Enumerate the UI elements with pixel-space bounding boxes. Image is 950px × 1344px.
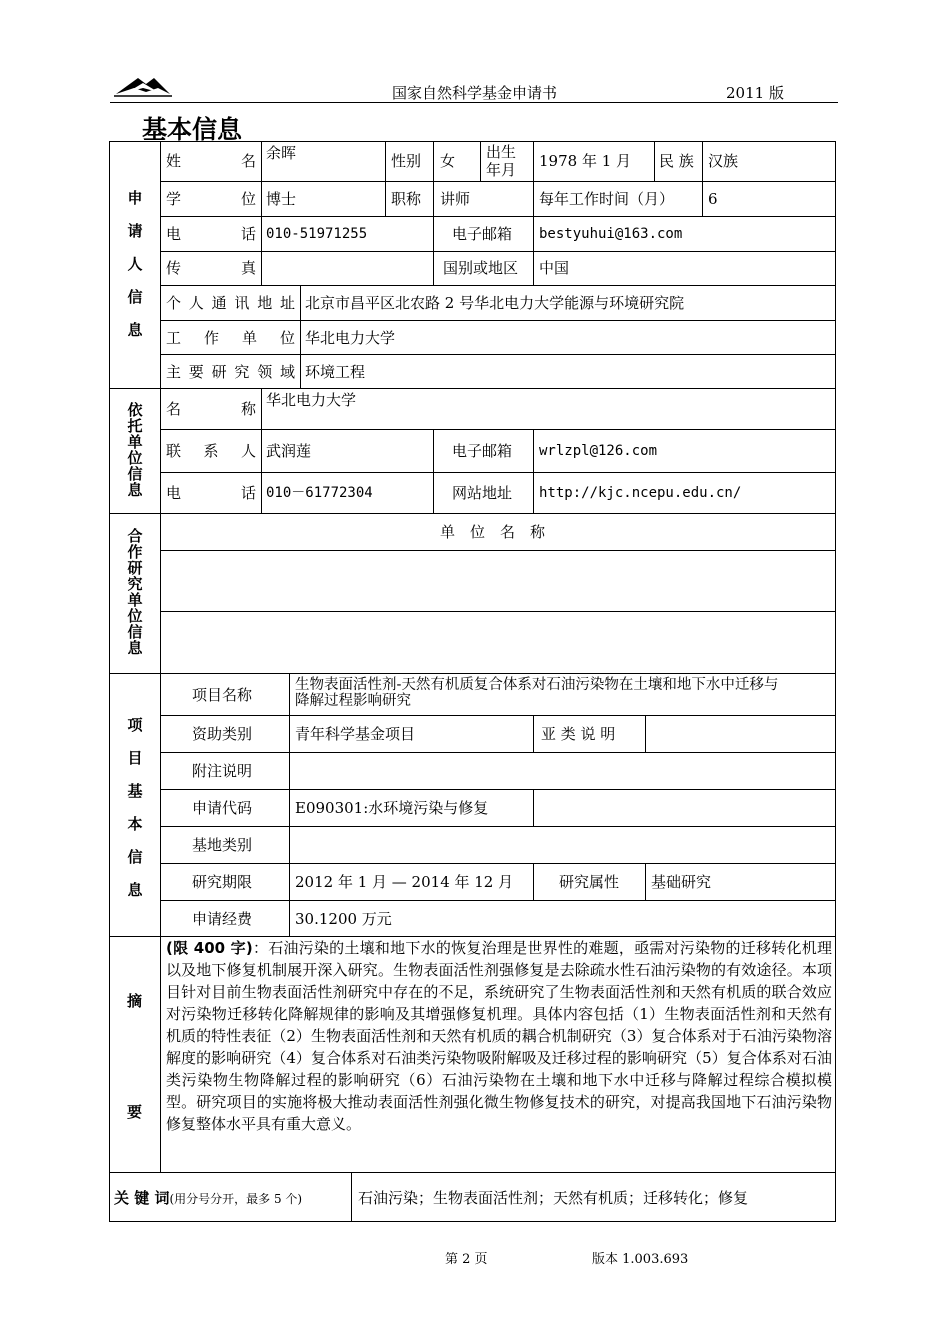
page-header: [110, 78, 838, 103]
field-value: 环境工程: [305, 363, 366, 381]
page-number: 第 2 页: [445, 1252, 488, 1267]
version-number: 版本 1.003.693: [592, 1252, 689, 1267]
title-label: 职称: [391, 190, 422, 208]
project-section-label: 项 目 基 本 信 息: [127, 716, 143, 899]
phone-label: 电 话: [166, 225, 256, 243]
ethnicity-label: 民 族: [659, 152, 694, 170]
fax-label: 传 真: [166, 259, 256, 277]
website-value: http://kjc.ncepu.edu.cn/: [539, 485, 742, 501]
subtype-label: 亚 类 说 明: [541, 725, 616, 743]
degree-value: 博士: [266, 190, 297, 208]
birth-value: 1978 年 1 月: [539, 152, 632, 170]
project-name-label: 项目名称: [192, 686, 253, 704]
section-title: 基本信息: [142, 115, 243, 144]
code-label: 申请代码: [192, 799, 253, 817]
keywords-value: 石油污染；生物表面活性剂；天然有机质；迁移转化；修复: [358, 1189, 749, 1207]
host-email-label: 电子邮箱: [452, 442, 513, 460]
name-label: 姓 名: [166, 152, 256, 170]
host-name-label: 名 称: [166, 400, 256, 418]
project-name: 生物表面活性剂-天然有机质复合体系对石油污染物在土壤和地下水中迁移与 降解过程影响研究: [295, 677, 779, 709]
applicant-section-label: 申 请 人 信 息: [127, 189, 143, 339]
period-value: 2012 年 1 月 — 2014 年 12 月: [295, 873, 514, 891]
gender-label: 性别: [391, 152, 422, 170]
employer-label: 工 作 单 位: [166, 329, 295, 347]
abstract-section-label-2: 要: [127, 1103, 143, 1121]
attribute-label: 研究属性: [559, 873, 620, 891]
country-value: 中国: [539, 259, 570, 277]
address-label: 个 人 通 讯 地 址: [166, 294, 295, 312]
coop-unit-name-header: 单 位 名 称: [440, 523, 546, 541]
keywords-label: 关 键 词(用分号分开，最多 5 个): [114, 1189, 303, 1207]
email-label: 电子邮箱: [452, 225, 513, 243]
website-label: 网站地址: [452, 484, 513, 502]
field-label: 主 要 研 究 领 域: [166, 363, 295, 381]
employer-value: 华北电力大学: [305, 329, 396, 347]
budget-value: 30.1200 万元: [295, 910, 392, 928]
budget-label: 申请经费: [192, 910, 253, 928]
title-value: 讲师: [440, 190, 471, 208]
abstract-text: (限 400 字)：石油污染的土壤和地下水的恢复治理是世界性的难题，亟需对污染物的迁移转化机理以及地下修复机制展开深入研究。生物表面活性剂强修复是去除疏水性石油污染物的有效途径。本项目针对目前生物表面活性剂研究中存在的不足，系统研究了生物表面活性剂和天然有机质的联合效应对污染物迁移转化降解规律的影响及其增强修复机理。具体内容包括（1）生物表面活性剂和天然有机质的特性表征（2）生物表面活性剂和天然有机质的耦合机制研究（3）复合体系对于石油污染物溶解度的影响研究（4）复合体系对石油类污染物吸附解吸及迁移过程的影响研究（5）复合体系对石油类污染物生物降解过程的影响研究（6）石油污染物在土壤和地下水中迁移与降解过程综合模拟模型。研究项目的实施将极大推动表面活性剂强化微生物修复技术的研究，对提高我国地下石油污染物修复整体水平具有重大意义。: [166, 939, 833, 1133]
document-title: 国家自然科学基金申请书: [392, 84, 558, 102]
edition-label: 2011 版: [726, 84, 784, 102]
code-value: E090301:水环境污染与修复: [295, 799, 489, 817]
note-label: 附注说明: [192, 762, 253, 780]
abstract-section-label-1: 摘: [127, 992, 143, 1010]
gender-value: 女: [440, 152, 456, 170]
host-phone-value: 010－61772304: [266, 485, 373, 501]
degree-label: 学 位: [166, 190, 256, 208]
contact-label: 联 系 人: [166, 442, 256, 460]
birth-label: 出生 年月: [486, 143, 517, 179]
nsfc-logo-icon: [114, 72, 172, 98]
country-label: 国别或地区: [443, 259, 519, 277]
email-value: bestyuhui@163.com: [539, 226, 683, 242]
host-name: 华北电力大学: [266, 391, 357, 409]
coop-section-label: 合 作 研 究 单 位 信 息: [127, 527, 143, 657]
funding-label: 资助类别: [192, 725, 253, 743]
host-section-label: 依 托 单 位 信 息: [127, 401, 143, 499]
worktime-value: 6: [708, 190, 718, 208]
applicant-name: 余晖: [266, 144, 297, 162]
funding-value: 青年科学基金项目: [295, 725, 416, 743]
phone-value: 010-51971255: [266, 226, 368, 242]
address-value: 北京市昌平区北农路 2 号华北电力大学能源与环境研究院: [305, 294, 685, 312]
base-label: 基地类别: [192, 836, 253, 854]
ethnicity-value: 汉族: [708, 152, 739, 170]
period-label: 研究期限: [192, 873, 253, 891]
host-phone-label: 电 话: [166, 484, 256, 502]
host-email-value: wrlzpl@126.com: [539, 443, 658, 459]
attribute-value: 基础研究: [651, 873, 712, 891]
worktime-label: 每年工作时间（月）: [539, 190, 675, 208]
contact-value: 武润莲: [266, 442, 312, 460]
